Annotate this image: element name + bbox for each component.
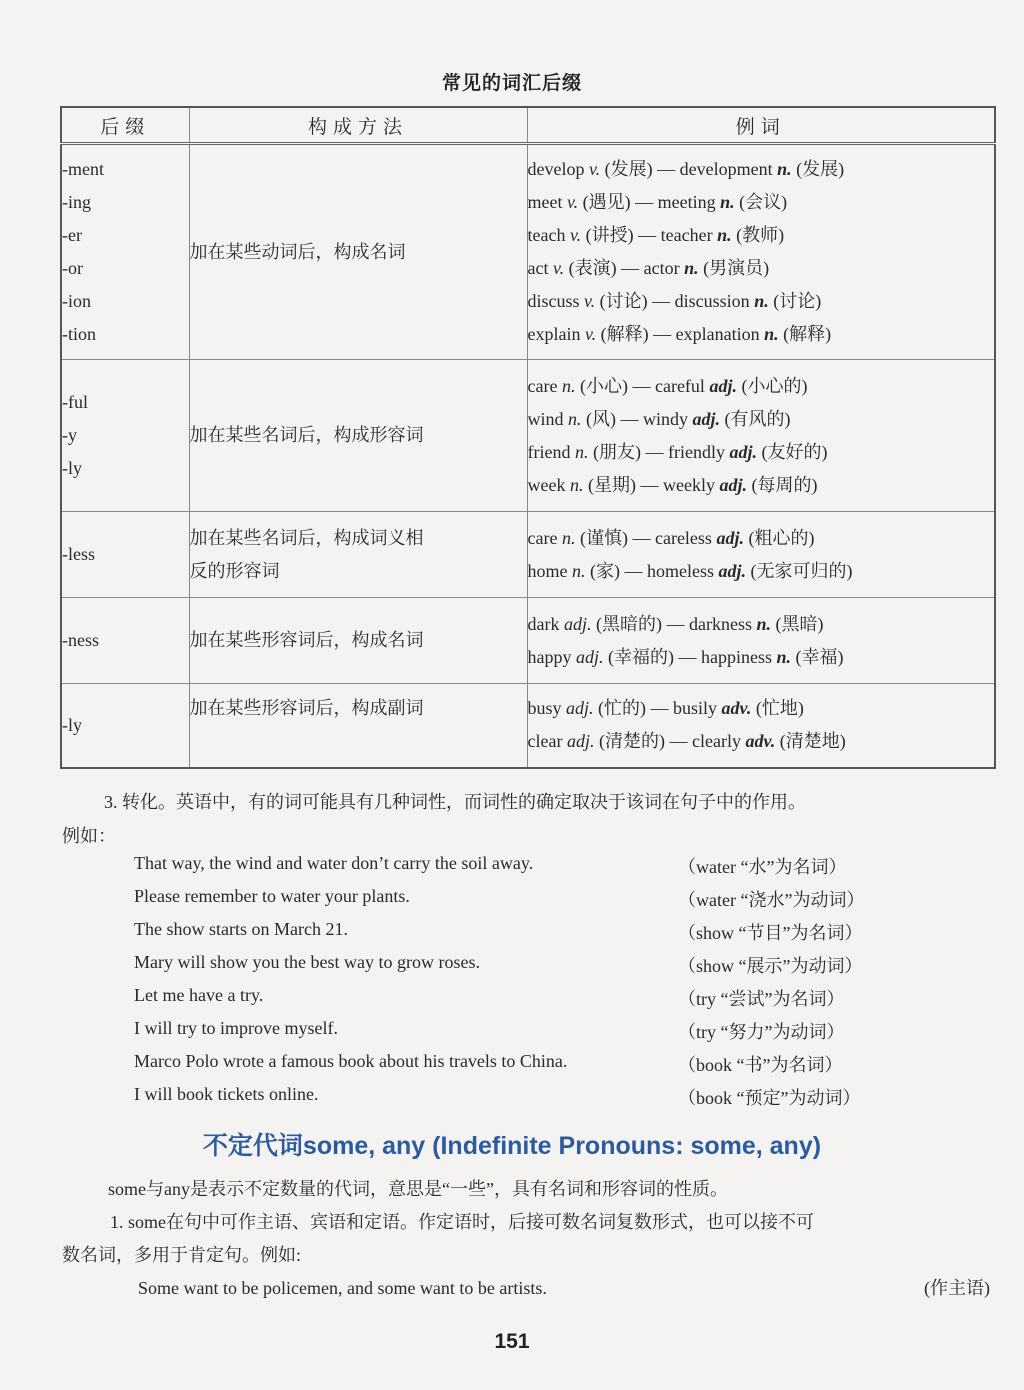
example-base-word: discuss [527, 291, 580, 311]
example-base-pos: n. [561, 527, 576, 548]
example-derived-pos: n. [720, 192, 735, 212]
dash: — [648, 324, 676, 344]
example-derived-pos: n. [777, 159, 792, 179]
section-para2-line2: 数名词，多用于肯定句。例如: [62, 1245, 301, 1265]
example-derived-pos: n. [684, 258, 699, 278]
example-derived-word: friendly [667, 441, 725, 462]
example-line [528, 608, 995, 641]
example-line [528, 725, 995, 758]
example-base-meaning: (清楚的) [598, 731, 665, 752]
example-derived-meaning: (粗心的) [748, 527, 815, 548]
dash: — [652, 159, 680, 179]
suffix-cell [61, 360, 189, 512]
section-example-sentence: Some want to be policemen, and some want to be artists. [138, 1278, 547, 1298]
example-derived-meaning: (每周的) [751, 474, 818, 495]
dash: — [627, 375, 655, 396]
dash: — [630, 192, 658, 212]
conversion-example-sentence: I will book tickets online. [134, 1084, 319, 1104]
example-derived-pos: n. [756, 613, 771, 634]
example-derived-word: explanation [675, 324, 760, 344]
suffix-cell [61, 598, 189, 684]
example-derived-word: darkness [689, 613, 752, 634]
example-derived-word: happiness [701, 646, 773, 667]
header-example: 例词 [527, 107, 995, 144]
example-base-word: wind [527, 408, 564, 429]
example-base-meaning: (遇见) [582, 192, 631, 212]
table-row [61, 144, 995, 360]
example-derived-meaning: (教师) [736, 225, 785, 245]
conversion-example-note: （water “水”为名词） [678, 857, 847, 877]
conversion-example-note: （show “节目”为名词） [678, 923, 863, 943]
example-derived-pos: n. [717, 225, 732, 245]
example-derived-meaning: (解释) [783, 324, 832, 344]
conversion-example-note: （try “努力”为动词） [678, 1022, 845, 1042]
example-base-pos: v. [584, 291, 596, 311]
dash: — [616, 408, 643, 429]
example-base-word: explain [527, 324, 581, 344]
example-cell [527, 512, 995, 598]
example-derived-word: busily [673, 698, 718, 719]
example-base-pos: v. [566, 192, 579, 212]
conversion-intro-line1: 3. 转化。英语中，有的词可能具有几种词性，而词性的确定取决于该词在句子中的作用。 [104, 792, 806, 812]
example-line [528, 186, 995, 219]
example-derived-pos: adv. [721, 698, 752, 719]
conversion-example-note: （book “书”为名词） [678, 1055, 843, 1075]
example-line [528, 219, 995, 252]
example-base-word: develop [527, 159, 585, 179]
example-derived-meaning: (无家可归的) [750, 560, 853, 581]
example-line [528, 370, 995, 403]
example-derived-word: homeless [647, 560, 714, 581]
conversion-example-note: （try “尝试”为名词） [678, 989, 845, 1009]
table-row [61, 360, 995, 512]
section-para1: some与any是表示不定数量的代词，意思是“一些”，具有名词和形容词的性质。 [108, 1179, 728, 1199]
example-derived-pos: adv. [745, 731, 776, 752]
example-derived-pos: adj. [692, 408, 721, 429]
example-line [528, 252, 995, 285]
example-derived-pos: n. [764, 324, 779, 344]
conversion-example-sentence: Let me have a try. [134, 985, 264, 1005]
example-base-word: meet [527, 192, 563, 212]
conversion-example-sentence: Mary will show you the best way to grow roses. [134, 952, 480, 972]
suffix-item: -ment [62, 159, 104, 179]
example-derived-meaning: (发展) [796, 159, 845, 179]
example-line [528, 285, 995, 318]
example-line [528, 469, 995, 502]
example-cell [527, 684, 995, 768]
example-base-pos: adj. [563, 613, 592, 634]
method-cell [189, 512, 527, 598]
method-cell: 加在某些名词后，构成形容词 [189, 360, 527, 512]
example-derived-pos: n. [754, 291, 769, 311]
example-derived-word: careless [654, 527, 712, 548]
example-base-word: act [527, 258, 549, 278]
dash: — [674, 646, 702, 667]
example-derived-word: windy [643, 408, 688, 429]
example-derived-pos: adj. [718, 560, 747, 581]
example-base-meaning: (风) [586, 408, 616, 429]
dash: — [647, 291, 675, 311]
example-cell [527, 144, 995, 360]
table-header-row [61, 107, 995, 144]
example-derived-meaning: (友好的) [761, 441, 828, 462]
conversion-intro-line2: 例如： [62, 826, 116, 846]
example-derived-word: clearly [691, 731, 741, 752]
example-base-pos: adj. [566, 731, 595, 752]
example-base-meaning: (星期) [587, 474, 636, 495]
table-row [61, 684, 995, 768]
example-base-meaning: (黑暗的) [596, 613, 662, 634]
suffix-item: -ly [62, 714, 82, 735]
method-cell: 加在某些形容词后，构成名词 [189, 598, 527, 684]
example-derived-meaning: (小心的) [741, 375, 808, 396]
example-base-word: care [527, 375, 558, 396]
section-example-note: (作主语) [924, 1278, 990, 1298]
example-derived-meaning: (忙地) [755, 698, 804, 719]
example-base-meaning: (谨慎) [579, 527, 628, 548]
example-base-word: teach [527, 225, 566, 245]
suffix-item: -tion [62, 324, 96, 344]
conversion-example-note: （book “预定”为动词） [678, 1088, 861, 1108]
example-derived-meaning: (有风的) [724, 408, 791, 429]
dash: — [662, 613, 689, 634]
example-base-pos: adj. [566, 698, 594, 719]
section-title: 不定代词some, any (Indefinite Pronouns: some, any) [202, 1132, 822, 1160]
example-base-pos: n. [568, 408, 582, 429]
example-derived-word: discussion [674, 291, 750, 311]
example-derived-word: teacher [660, 225, 713, 245]
suffix-cell [61, 684, 189, 768]
example-base-word: busy [527, 698, 562, 719]
conversion-example-sentence: Marco Polo wrote a famous book about his travels to China. [134, 1051, 568, 1071]
example-cell [527, 598, 995, 684]
example-cell [527, 360, 995, 512]
example-base-meaning: (解释) [600, 324, 649, 344]
suffix-table [60, 106, 996, 769]
conversion-example-sentence: Please remember to water your plants. [134, 886, 410, 906]
method-cell: 加在某些动词后，构成名词 [189, 144, 527, 360]
example-base-word: home [527, 560, 568, 581]
example-base-meaning: (幸福的) [608, 646, 675, 667]
example-base-pos: adj. [576, 646, 604, 667]
example-derived-word: actor [643, 258, 680, 278]
header-suffix: 后缀 [61, 107, 189, 144]
method-cell: 加在某些形容词后，构成副词 [189, 684, 527, 768]
example-line [528, 318, 995, 351]
table-row [61, 598, 995, 684]
example-line [528, 436, 995, 469]
example-base-pos: n. [572, 560, 586, 581]
example-base-word: dark [527, 613, 560, 634]
example-base-meaning: (忙的) [598, 698, 647, 719]
dash: — [664, 731, 692, 752]
example-line [528, 153, 995, 186]
example-derived-pos: adj. [719, 474, 747, 495]
example-derived-word: development [679, 159, 773, 179]
example-derived-meaning: (男演员) [703, 258, 770, 278]
suffix-item: -less [62, 544, 95, 564]
page-number: 151 [494, 1330, 530, 1353]
example-base-word: happy [527, 646, 572, 667]
dash: — [640, 441, 668, 462]
dash: — [620, 560, 647, 581]
example-derived-pos: adj. [716, 527, 744, 548]
example-derived-word: careful [654, 375, 705, 396]
example-base-meaning: (讲授) [585, 225, 634, 245]
example-base-word: week [527, 474, 566, 495]
example-derived-word: meeting [657, 192, 716, 212]
table-title: 常见的词汇后缀 [441, 73, 582, 94]
example-base-meaning: (讨论) [599, 291, 648, 311]
example-base-pos: n. [561, 375, 576, 396]
suffix-item: -er [62, 225, 82, 245]
example-base-word: friend [527, 441, 571, 462]
dash: — [635, 474, 663, 495]
suffix-item: -ing [62, 192, 91, 212]
example-base-word: clear [527, 731, 563, 752]
suffix-item: -y [62, 425, 77, 445]
example-base-pos: n. [574, 441, 589, 462]
example-derived-meaning: (清楚地) [779, 731, 846, 752]
dash: — [627, 527, 655, 548]
example-derived-meaning: (讨论) [773, 291, 822, 311]
dash: — [616, 258, 644, 278]
example-derived-word: weekly [662, 474, 715, 495]
conversion-example-note: （water “浇水”为动词） [678, 890, 865, 910]
conversion-example-sentence: I will try to improve myself. [134, 1018, 338, 1038]
example-line [528, 692, 995, 725]
table-row [61, 512, 995, 598]
example-line [528, 403, 995, 436]
suffix-item: -or [62, 258, 83, 278]
example-base-meaning: (家) [590, 560, 620, 581]
example-base-meaning: (朋友) [592, 441, 641, 462]
example-derived-meaning: (幸福) [795, 646, 844, 667]
suffix-cell [61, 512, 189, 598]
example-base-pos: v. [588, 159, 601, 179]
suffix-item: -ion [62, 291, 91, 311]
suffix-item: -ful [62, 392, 88, 412]
example-base-word: care [527, 527, 558, 548]
example-line [528, 522, 995, 555]
example-base-meaning: (表演) [568, 258, 617, 278]
example-derived-meaning: (会议) [739, 192, 788, 212]
example-base-pos: v. [584, 324, 597, 344]
example-line [528, 641, 995, 674]
section-para2-line1: 1. some在句中可作主语、宾语和定语。作定语时，后接可数名词复数形式，也可以接不可 [110, 1212, 814, 1232]
conversion-example-note: （show “展示”为动词） [678, 956, 863, 976]
suffix-item: -ness [62, 630, 99, 650]
dash: — [646, 698, 674, 719]
suffix-item: -ly [62, 458, 82, 478]
example-derived-meaning: (黑暗) [775, 613, 824, 634]
example-derived-pos: adj. [709, 375, 737, 396]
conversion-example-sentence: That way, the wind and water don’t carry the soil away. [134, 853, 534, 873]
method-line: 加在某些名词后，构成词义相 [189, 527, 424, 548]
example-base-pos: v. [552, 258, 565, 278]
example-base-pos: n. [569, 474, 584, 495]
example-base-meaning: (发展) [604, 159, 653, 179]
example-derived-pos: n. [776, 646, 792, 667]
header-method: 构成方法 [189, 107, 527, 144]
example-line [528, 555, 995, 588]
suffix-cell [61, 144, 189, 360]
dash: — [633, 225, 661, 245]
conversion-example-sentence: The show starts on March 21. [134, 919, 348, 939]
example-base-pos: v. [569, 225, 582, 245]
example-base-meaning: (小心) [579, 375, 628, 396]
method-line: 反的形容词 [189, 560, 280, 581]
example-derived-pos: adj. [729, 441, 757, 462]
